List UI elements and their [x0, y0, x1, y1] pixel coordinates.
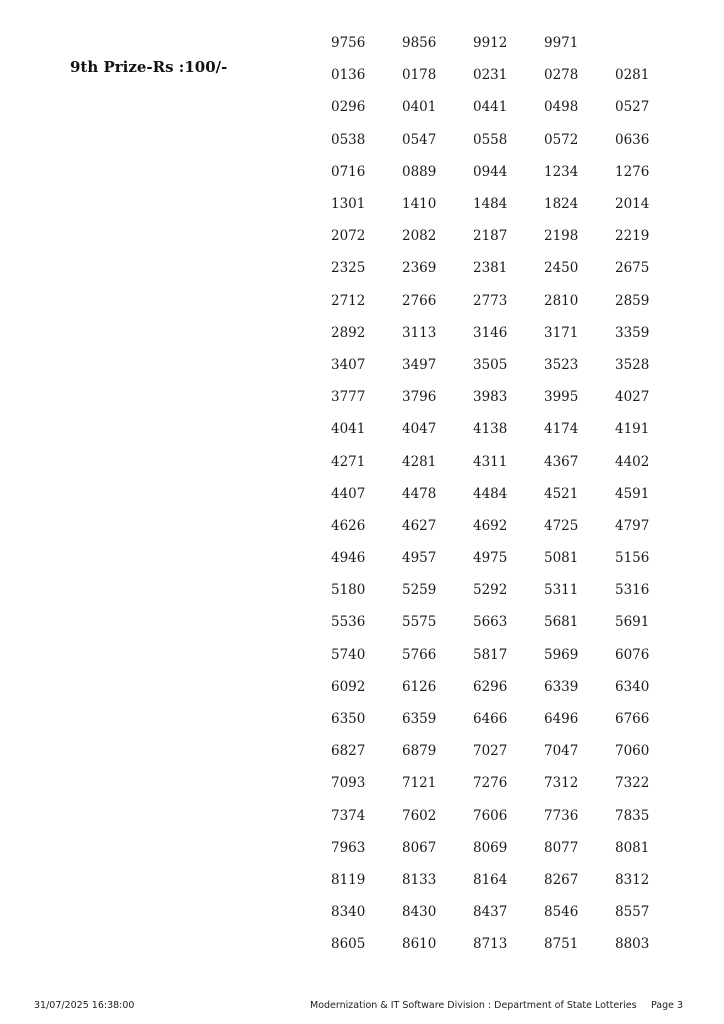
- winning-number: 3407: [331, 356, 366, 373]
- winning-number: 0572: [544, 131, 579, 148]
- winning-number: 6296: [473, 678, 508, 695]
- winning-number: 7027: [473, 743, 508, 760]
- winning-number: 4402: [615, 453, 650, 470]
- winning-number: 5766: [402, 646, 437, 663]
- winning-number: 5156: [615, 550, 650, 567]
- winning-number: 0178: [402, 67, 437, 84]
- winning-number: 2082: [402, 228, 437, 245]
- winning-number: 3146: [473, 324, 508, 341]
- winning-number: 6496: [544, 711, 579, 728]
- winning-number: 0558: [473, 131, 508, 148]
- winning-number: 5663: [473, 614, 508, 631]
- winning-number: 4591: [615, 485, 650, 502]
- winning-number: 7374: [331, 807, 366, 824]
- winning-number: 3523: [544, 356, 579, 373]
- number-row: [331, 767, 686, 799]
- winning-number: 2450: [544, 260, 579, 277]
- winning-number: 5311: [544, 582, 579, 599]
- number-row: [331, 542, 686, 574]
- winning-number: 3796: [402, 389, 437, 406]
- winning-number: 0281: [615, 67, 650, 84]
- winning-number: 8546: [544, 904, 579, 921]
- winning-number: 6092: [331, 678, 366, 695]
- winning-number: 4041: [331, 421, 366, 438]
- winning-number: 2892: [331, 324, 366, 341]
- winning-number: 4957: [402, 550, 437, 567]
- winning-number: 4138: [473, 421, 508, 438]
- number-row: [331, 671, 686, 703]
- number-row: [331, 91, 686, 123]
- winning-number: 8133: [402, 871, 437, 888]
- winning-number: 8067: [402, 839, 437, 856]
- number-row: [331, 156, 686, 188]
- winning-number: 8119: [331, 871, 366, 888]
- number-row: [331, 59, 686, 91]
- winning-number: 4626: [331, 517, 366, 534]
- winning-number: 8267: [544, 871, 579, 888]
- winning-number: 8557: [615, 904, 650, 921]
- winning-number: 3995: [544, 389, 579, 406]
- winning-number: 4627: [402, 517, 437, 534]
- number-row: [331, 285, 686, 317]
- number-row: [331, 896, 686, 928]
- winning-number: 8340: [331, 904, 366, 921]
- winning-number: 0716: [331, 163, 366, 180]
- number-row: [331, 832, 686, 864]
- winning-number: 0296: [331, 99, 366, 116]
- winning-number: 9856: [402, 35, 437, 52]
- footer-page-number: Page 3: [651, 1000, 684, 1011]
- winning-number: 5292: [473, 582, 508, 599]
- winning-number: 7322: [615, 775, 650, 792]
- winning-number: 5180: [331, 582, 366, 599]
- footer-division: Modernization & IT Software Division : Department of State Lotteries: [310, 1000, 637, 1011]
- number-row: [331, 574, 686, 606]
- winning-number: 5316: [615, 582, 650, 599]
- winning-number: 5575: [402, 614, 437, 631]
- winning-number: 8069: [473, 839, 508, 856]
- winning-number: 3359: [615, 324, 650, 341]
- winning-number: 4367: [544, 453, 579, 470]
- winning-number: 6879: [402, 743, 437, 760]
- number-row: [331, 639, 686, 671]
- winning-number: 2859: [615, 292, 650, 309]
- winning-number: 5259: [402, 582, 437, 599]
- winning-number: 4484: [473, 485, 508, 502]
- winning-number: 5969: [544, 646, 579, 663]
- winning-number: 6126: [402, 678, 437, 695]
- winning-number: 0889: [402, 163, 437, 180]
- winning-number: 0538: [331, 131, 366, 148]
- winning-number: 2675: [615, 260, 650, 277]
- winning-number: 3528: [615, 356, 650, 373]
- winning-numbers-table: [331, 27, 686, 960]
- winning-number: 6466: [473, 711, 508, 728]
- winning-number: 5817: [473, 646, 508, 663]
- winning-number: 8437: [473, 904, 508, 921]
- winning-number: 5536: [331, 614, 366, 631]
- winning-number: 4271: [331, 453, 366, 470]
- winning-number: 4311: [473, 453, 508, 470]
- winning-number: 8610: [402, 936, 437, 953]
- winning-number: 2187: [473, 228, 508, 245]
- winning-number: 3983: [473, 389, 508, 406]
- number-row: [331, 510, 686, 542]
- winning-number: 0136: [331, 67, 366, 84]
- winning-number: 0527: [615, 99, 650, 116]
- winning-number: 3171: [544, 324, 579, 341]
- winning-number: 4027: [615, 389, 650, 406]
- winning-number: 9971: [544, 35, 579, 52]
- winning-number: 2369: [402, 260, 437, 277]
- winning-number: 2014: [615, 196, 650, 213]
- winning-number: 2712: [331, 292, 366, 309]
- winning-number: 1410: [402, 196, 437, 213]
- winning-number: 1276: [615, 163, 650, 180]
- winning-number: 2381: [473, 260, 508, 277]
- winning-number: 7602: [402, 807, 437, 824]
- winning-number: 4281: [402, 453, 437, 470]
- winning-number: 2766: [402, 292, 437, 309]
- winning-number: 3505: [473, 356, 508, 373]
- winning-number: 0401: [402, 99, 437, 116]
- winning-number: 0944: [473, 163, 508, 180]
- winning-number: 7312: [544, 775, 579, 792]
- winning-number: 8803: [615, 936, 650, 953]
- winning-number: 8077: [544, 839, 579, 856]
- winning-number: 2219: [615, 228, 650, 245]
- winning-number: 6766: [615, 711, 650, 728]
- number-row: [331, 220, 686, 252]
- winning-number: 6827: [331, 743, 366, 760]
- number-row: [331, 445, 686, 477]
- number-row: [331, 703, 686, 735]
- winning-number: 8312: [615, 871, 650, 888]
- winning-number: 3777: [331, 389, 366, 406]
- winning-number: 8713: [473, 936, 508, 953]
- winning-number: 1824: [544, 196, 579, 213]
- number-row: [331, 478, 686, 510]
- winning-number: 2773: [473, 292, 508, 309]
- winning-number: 6076: [615, 646, 650, 663]
- number-row: [331, 735, 686, 767]
- footer-datetime: 31/07/2025 16:38:00: [34, 1000, 135, 1011]
- number-row: [331, 928, 686, 960]
- winning-number: 0231: [473, 67, 508, 84]
- number-row: [331, 800, 686, 832]
- winning-number: 5740: [331, 646, 366, 663]
- prize-label: 9th Prize-Rs :100/-: [70, 58, 228, 76]
- winning-number: 9756: [331, 35, 366, 52]
- winning-number: 5691: [615, 614, 650, 631]
- number-row: [331, 124, 686, 156]
- winning-number: 4478: [402, 485, 437, 502]
- winning-number: 1301: [331, 196, 366, 213]
- winning-number: 6340: [615, 678, 650, 695]
- number-row: [331, 349, 686, 381]
- number-row: [331, 606, 686, 638]
- winning-number: 1484: [473, 196, 508, 213]
- winning-number: 8751: [544, 936, 579, 953]
- winning-number: 5081: [544, 550, 579, 567]
- winning-number: 6339: [544, 678, 579, 695]
- winning-number: 7093: [331, 775, 366, 792]
- winning-number: 7060: [615, 743, 650, 760]
- winning-number: 7606: [473, 807, 508, 824]
- winning-number: 6359: [402, 711, 437, 728]
- winning-number: 2325: [331, 260, 366, 277]
- winning-number: 4191: [615, 421, 650, 438]
- number-row: [331, 27, 686, 59]
- winning-number: 7736: [544, 807, 579, 824]
- winning-number: 9912: [473, 35, 508, 52]
- winning-number: 4047: [402, 421, 437, 438]
- winning-number: 7276: [473, 775, 508, 792]
- winning-number: 4407: [331, 485, 366, 502]
- winning-number: 8430: [402, 904, 437, 921]
- winning-number: 3497: [402, 356, 437, 373]
- number-row: [331, 317, 686, 349]
- winning-number: 0441: [473, 99, 508, 116]
- winning-number: 4797: [615, 517, 650, 534]
- winning-number: 6350: [331, 711, 366, 728]
- winning-number: 7121: [402, 775, 437, 792]
- winning-number: 4692: [473, 517, 508, 534]
- number-row: [331, 413, 686, 445]
- winning-number: 4174: [544, 421, 579, 438]
- winning-number: 4946: [331, 550, 366, 567]
- winning-number: 1234: [544, 163, 579, 180]
- winning-number: 2072: [331, 228, 366, 245]
- winning-number: 8081: [615, 839, 650, 856]
- winning-number: 0636: [615, 131, 650, 148]
- winning-number: 7963: [331, 839, 366, 856]
- winning-number: 0547: [402, 131, 437, 148]
- number-row: [331, 381, 686, 413]
- winning-number: 5681: [544, 614, 579, 631]
- number-row: [331, 864, 686, 896]
- winning-number: 4521: [544, 485, 579, 502]
- winning-number: 0278: [544, 67, 579, 84]
- number-row: [331, 252, 686, 284]
- page-footer: [0, 1000, 724, 1014]
- winning-number: 0498: [544, 99, 579, 116]
- winning-number: 2810: [544, 292, 579, 309]
- winning-number: 4725: [544, 517, 579, 534]
- winning-number: 4975: [473, 550, 508, 567]
- number-row: [331, 188, 686, 220]
- winning-number: 7047: [544, 743, 579, 760]
- winning-number: 7835: [615, 807, 650, 824]
- winning-number: 8605: [331, 936, 366, 953]
- winning-number: 2198: [544, 228, 579, 245]
- winning-number: 3113: [402, 324, 437, 341]
- winning-number: 8164: [473, 871, 508, 888]
